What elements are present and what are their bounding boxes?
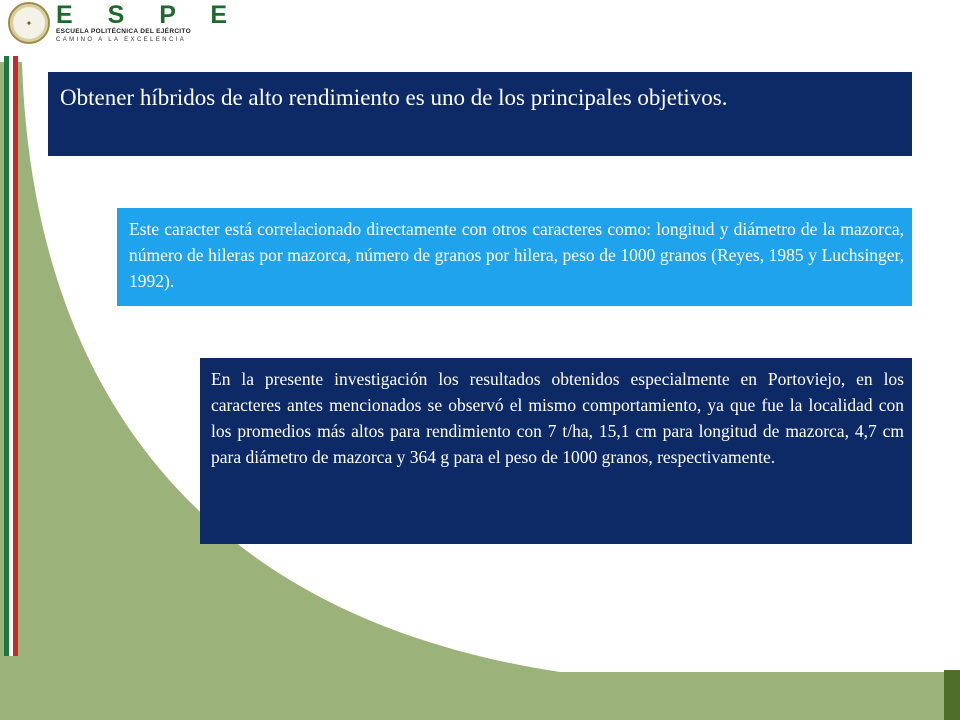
correlation-box: Este caracter está correlacionado directamente con otros caracteres como: longitud y diámetro de la mazorca, número de hileras por mazorca, número de granos por hilera, peso de 1000 granos (Reyes, 1985 y Luchsinger, 1992). [117,208,912,306]
objective-box: Obtener híbridos de alto rendimiento es uno de los principales objetivos. [48,72,912,156]
flag-stripe-green [4,56,9,656]
brand-motto: CAMINO A LA EXCELENCIA [56,37,187,43]
brand-text [56,2,241,44]
espe-logo [8,2,241,46]
results-box: En la presente investigación los resultados obtenidos especialmente en Portoviejo, en los caracteres antes mencionados se observó el mismo comportamiento, ya que fue la localidad con los promedios más altos para rendimiento con 7 t/ha, 15,1 cm para longitud de mazorca, 4,7 cm para diámetro de mazorca y 364 g para el peso de 1000 granos, respectivamente. [200,358,912,544]
university-seal-icon: ✦ [8,2,50,44]
corner-block [944,670,960,720]
flag-stripe-red [13,56,18,656]
flag-stripe-white [9,56,13,656]
brand-school-name: ESCUELA POLITÉCNICA DEL EJÉRCITO [56,28,191,35]
brand-letters: E S P E [56,1,242,29]
